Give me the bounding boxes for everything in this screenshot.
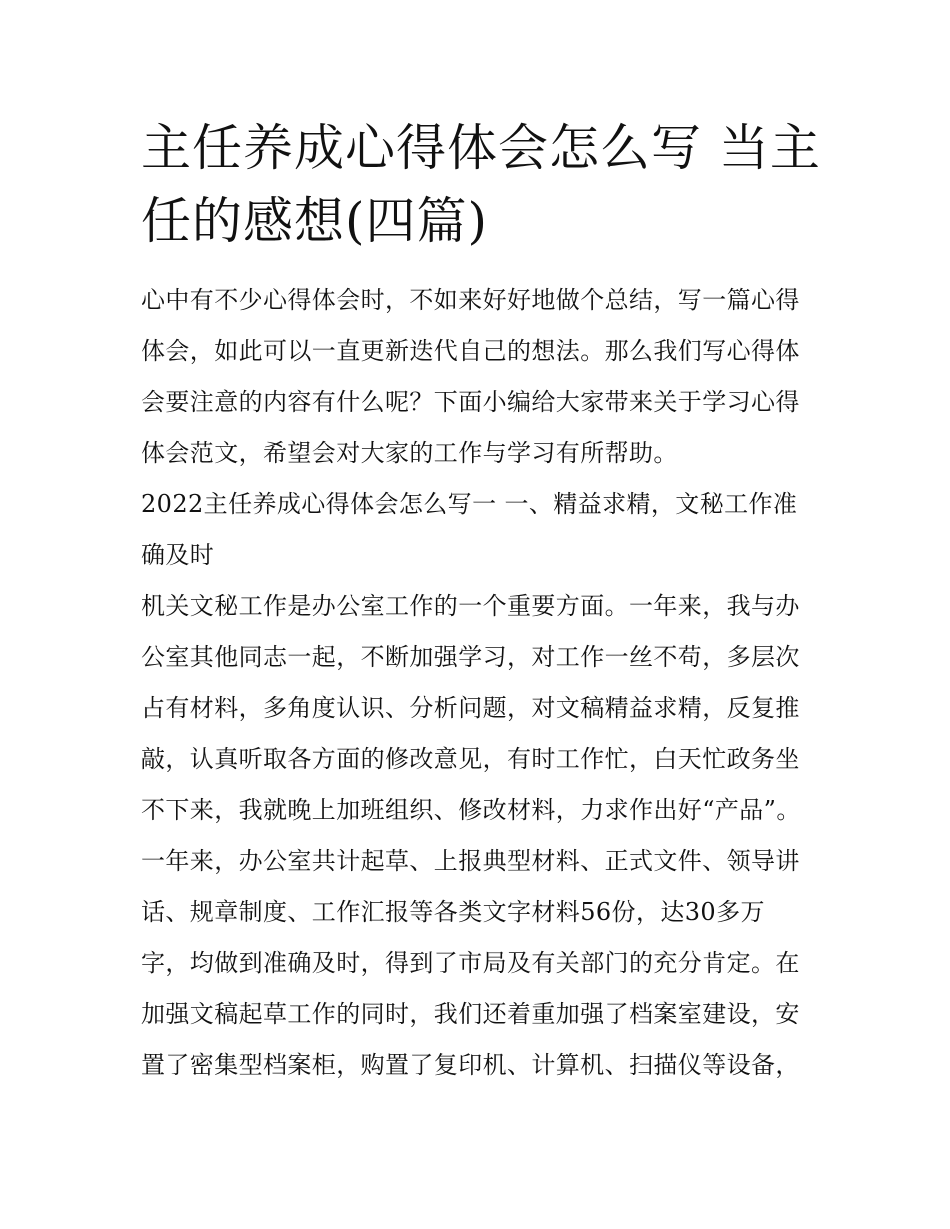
body-line: 加强文稿起草工作的同时，我们还着重加强了档案室建设，安 [141,1000,800,1028]
body-line: 公室其他同志一起，不断加强学习，对工作一丝不苟，多层次 [141,643,800,671]
body-line: 话、规章制度、工作汇报等各类文字材料56份，达30多万 [141,898,765,926]
body-line: 一年来，办公室共计起草、上报典型材料、正式文件、领导讲 [141,847,800,875]
body-line: 占有材料，多角度认识、分析问题，对文稿精益求精，反复推 [141,694,800,722]
body-line: 字，均做到准确及时，得到了市局及有关部门的充分肯定。在 [141,949,800,977]
body-line: 置了密集型档案柜，购置了复印机、计算机、扫描仪等设备， [141,1051,800,1079]
section-heading-line: 2022主任养成心得体会怎么写一 一、精益求精，文秘工作准 [141,490,798,518]
body-line: 不下来，我就晚上加班组织、修改材料，力求作出好“产品”。 [141,796,801,824]
body-line: 会要注意的内容有什么呢？下面小编给大家带来关于学习心得 [141,388,800,416]
body-line: 体会，如此可以一直更新迭代自己的想法。那么我们写心得体 [141,337,800,365]
body-line: 心中有不少心得体会时，不如来好好地做个总结，写一篇心得 [141,286,800,314]
body-line: 敲，认真听取各方面的修改意见，有时工作忙，白天忙政务坐 [141,745,800,773]
document-title: 主任养成心得体会怎么写 当主任的感想(四篇) [141,119,821,250]
section-heading-line: 确及时 [141,541,215,569]
body-line: 体会范文，希望会对大家的工作与学习有所帮助。 [141,439,678,467]
body-line: 机关文秘工作是办公室工作的一个重要方面。一年来，我与办 [141,592,800,620]
